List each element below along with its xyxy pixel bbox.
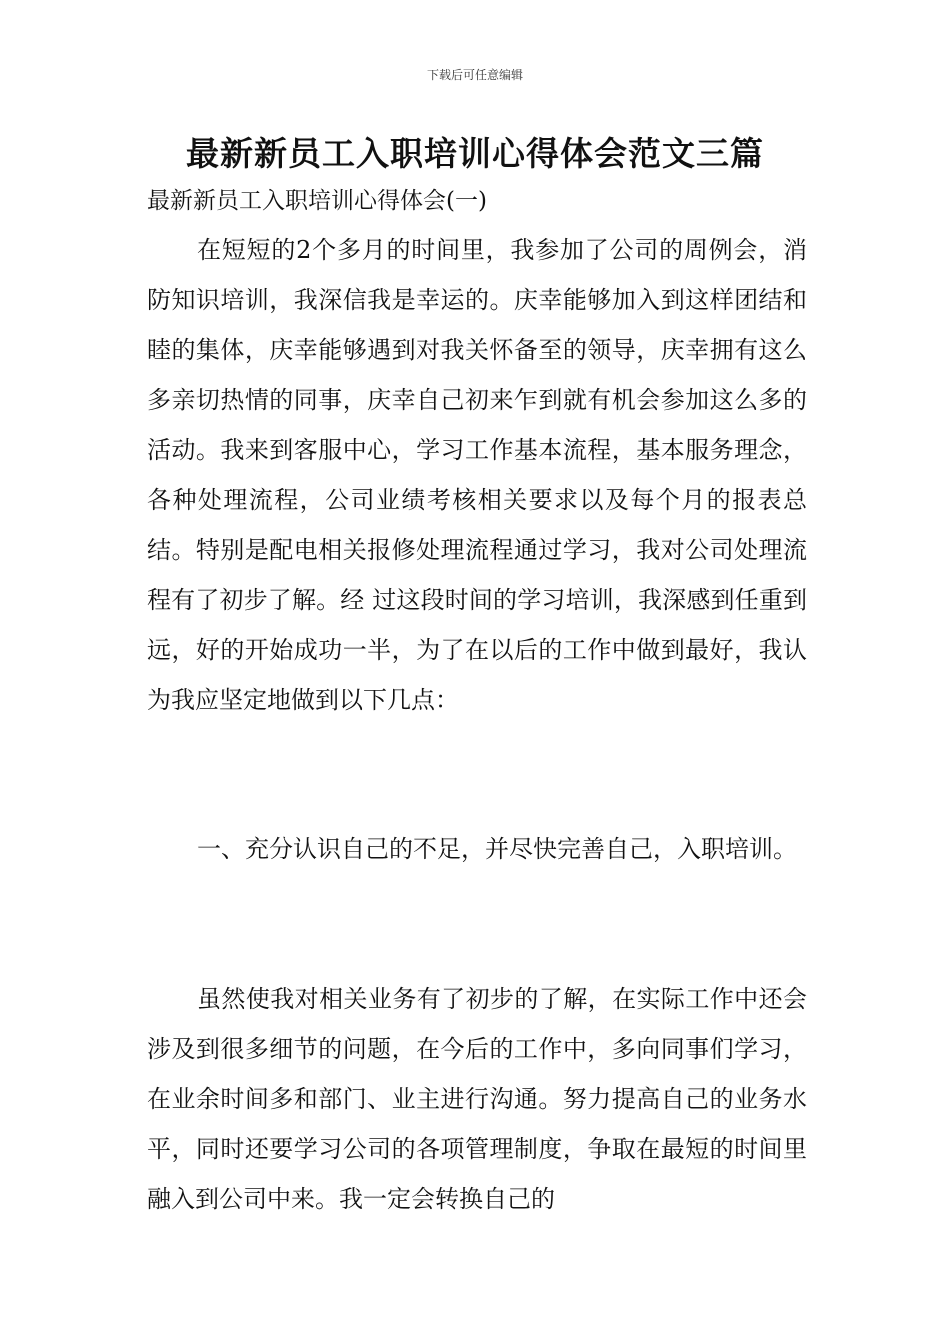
header-note: 下载后可任意编辑 bbox=[426, 68, 523, 82]
document-title: 最新新员工入职培训心得体会范文三篇 bbox=[186, 134, 764, 173]
body-paragraph: 在短短的2个多月的时间里，我参加了公司的周例会，消防知识培训，我深信我是幸运的。庆幸能够加入到这样团结和 睦的集体，庆幸能够遇到对我关怀备至的领导，庆幸拥有这么多亲切热情的同事，庆幸自己初来乍到就有机会参加这么多的活动。我来到客服中心，学习工作基本流程，基本服务理念，各种处理流程，公司业绩考核相关要求以及每个月的报表总结。特别是配电相关报修处理流程通过学习，我对公司处理流程有了初步了解。经 过这段时间的学习培训，我深感到任重到远，好的开始成功一半，为了在以后的工作中做到最好，我认为我应坚定地做到以下几点： bbox=[147, 236, 807, 714]
section-subtitle: 最新新员工入职培训心得体会(一) bbox=[147, 188, 487, 214]
body-paragraph: 虽然使我对相关业务有了初步的了解，在实际工作中还会涉及到很多细节的问题，在今后的工作中，多向同事们学习， 在业余时间多和部门、业主进行沟通。努力提高自己的业务水平，同时还要学习公司的各项管理制度，争取在最短的时间里融入到公司中来。我一定会转换自己的 bbox=[147, 985, 807, 1213]
body-paragraph: 一、充分认识自己的不足，并尽快完善自己，入职培训。 bbox=[197, 835, 797, 863]
